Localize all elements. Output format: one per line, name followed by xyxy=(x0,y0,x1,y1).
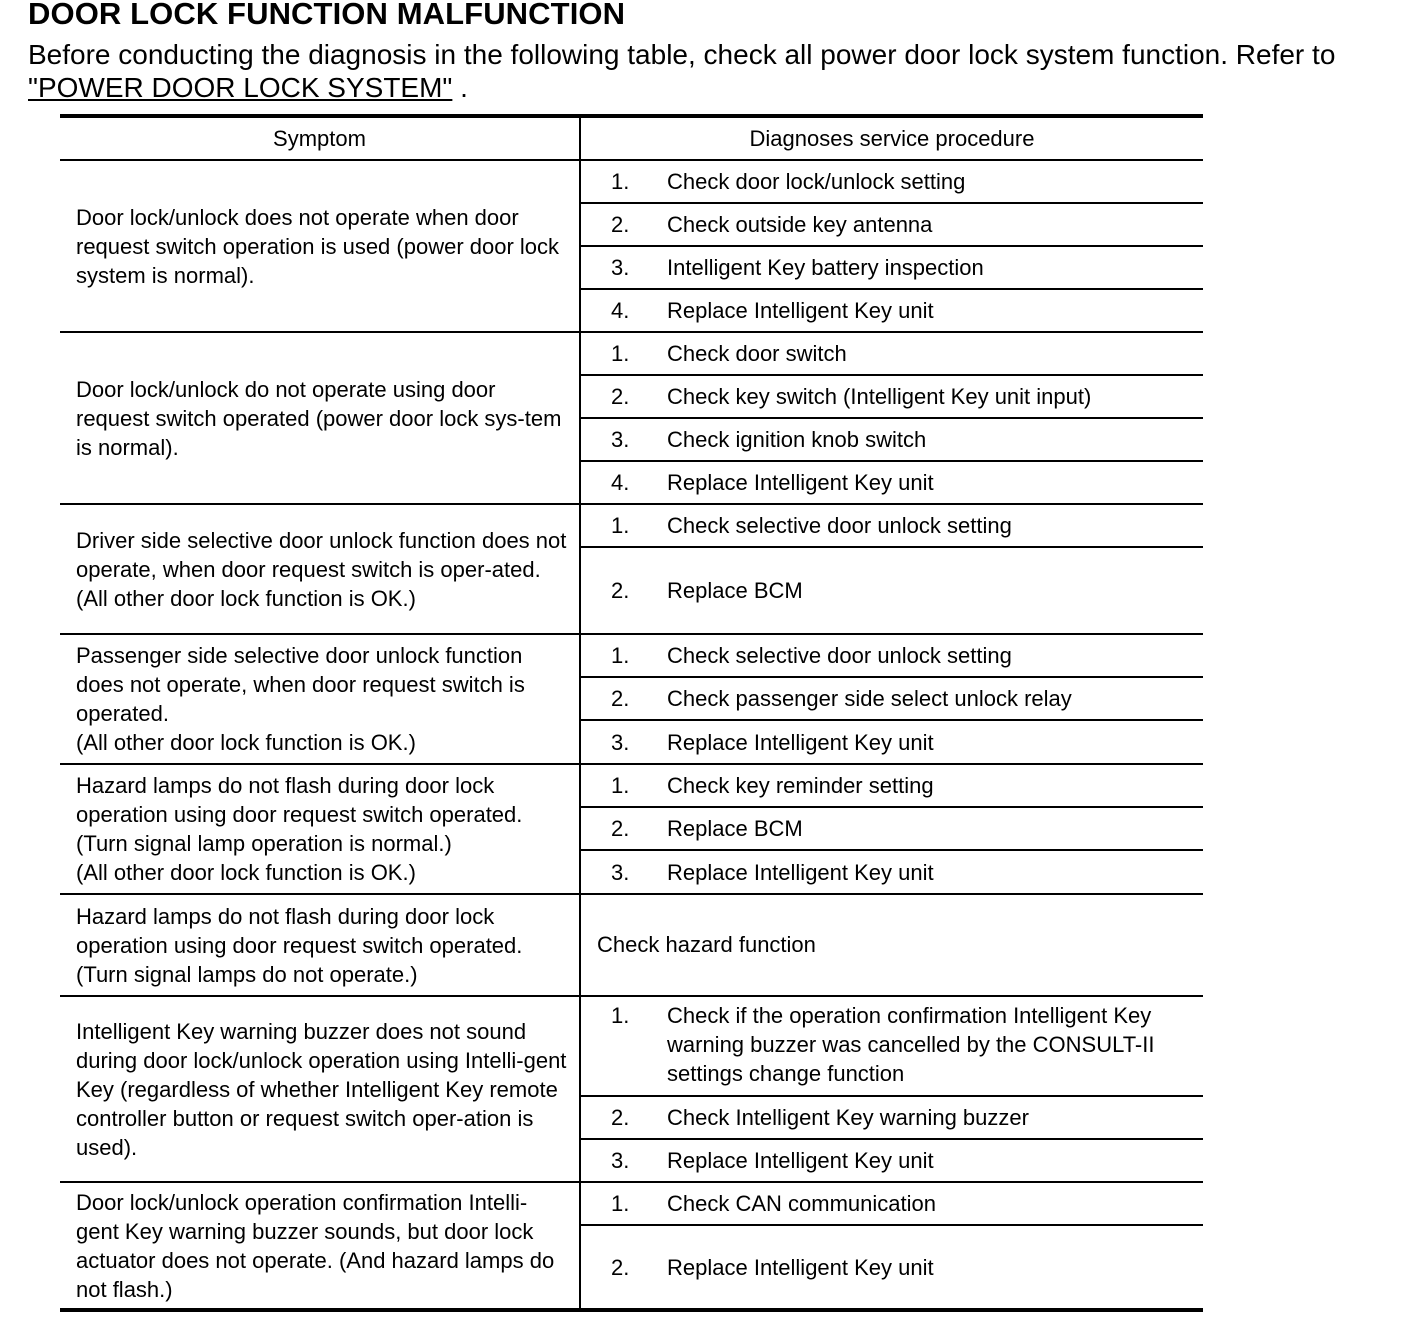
table-row xyxy=(60,996,1203,1096)
table-row xyxy=(60,634,1203,677)
step-text: Replace Intelligent Key unit xyxy=(667,1225,1203,1310)
step-text: Replace Intelligent Key unit xyxy=(667,720,1203,764)
step-number: 1. xyxy=(580,160,667,203)
symptom-cell xyxy=(60,160,580,332)
step-text: Check door lock/unlock setting xyxy=(667,160,1203,203)
step-number: 1. xyxy=(580,634,667,677)
step-number: 1. xyxy=(580,1182,667,1225)
symptom-cell xyxy=(60,894,580,996)
step-text: Check key switch (Intelligent Key unit input) xyxy=(667,375,1203,418)
symptom-note: (All other door lock function is OK.) xyxy=(76,860,416,885)
step-text: Replace Intelligent Key unit xyxy=(667,1139,1203,1182)
symptom-text: Hazard lamps do not flash during door lock operation using door request switch operated. xyxy=(76,773,523,827)
step-text: Check Intelligent Key warning buzzer xyxy=(667,1096,1203,1139)
table-header-row xyxy=(60,116,1203,160)
step-text: Check outside key antenna xyxy=(667,203,1203,246)
symptom-note: (Turn signal lamp operation is normal.) xyxy=(76,831,452,856)
step-text: Replace Intelligent Key unit xyxy=(667,289,1203,332)
intro-suffix: . xyxy=(452,72,468,103)
procedure-cell: Check hazard function xyxy=(580,894,1203,996)
step-number: 1. xyxy=(580,996,667,1096)
symptom-header: Symptom xyxy=(60,116,580,160)
table-row xyxy=(60,504,1203,547)
symptom-cell xyxy=(60,996,580,1182)
diagnosis-table xyxy=(60,114,1203,1312)
symptom-text: Door lock/unlock do not operate using door request switch operated (power door lock sys-tem is normal). xyxy=(76,376,562,460)
table-row xyxy=(60,160,1203,203)
symptom-note: (All other door lock function is OK.) xyxy=(76,730,416,755)
step-text: Check CAN communication xyxy=(667,1182,1203,1225)
table-row xyxy=(60,1182,1203,1225)
step-number: 2. xyxy=(580,1096,667,1139)
step-number: 3. xyxy=(580,418,667,461)
symptom-note: (Turn signal lamps do not operate.) xyxy=(76,961,418,987)
symptom-note: (All other door lock function is OK.) xyxy=(76,585,416,611)
symptom-text: Intelligent Key warning buzzer does not sound during door lock/unlock operation using Intelli-gent Key (regardless of whether Intelligent Key remote controller button or request switch oper-ation is used). xyxy=(76,1018,567,1160)
symptom-cell xyxy=(60,634,580,764)
step-text: Check key reminder setting xyxy=(667,764,1203,807)
step-text: Check door switch xyxy=(667,332,1203,375)
step-number: 1. xyxy=(580,504,667,547)
step-text: Check passenger side select unlock relay xyxy=(667,677,1203,720)
step-text: Replace Intelligent Key unit xyxy=(667,850,1203,894)
table-row xyxy=(60,764,1203,807)
step-number: 2. xyxy=(580,375,667,418)
step-text: Check ignition knob switch xyxy=(667,418,1203,461)
page-title: DOOR LOCK FUNCTION MALFUNCTION xyxy=(28,0,626,31)
step-text: Replace Intelligent Key unit xyxy=(667,461,1203,504)
step-number: 2. xyxy=(580,203,667,246)
symptom-text: Door lock/unlock operation confirmation Intelli-gent Key warning buzzer sounds, but door lock actuator does not operate. (And hazard lamps do not flash.) xyxy=(76,1189,555,1302)
table-row xyxy=(60,332,1203,375)
symptom-cell xyxy=(60,1182,580,1310)
step-number: 2. xyxy=(580,677,667,720)
step-text: Check selective door unlock setting xyxy=(667,504,1203,547)
step-text: Check if the operation confirmation Intelligent Key warning buzzer was cancelled by the CONSULT-II settings change function xyxy=(667,996,1203,1096)
step-number: 2. xyxy=(580,1225,667,1310)
symptom-text: Driver side selective door unlock function does not operate, when door request switch is oper-ated. xyxy=(76,527,567,582)
step-number: 3. xyxy=(580,246,667,289)
intro-paragraph xyxy=(28,38,1398,104)
symptom-text: Hazard lamps do not flash during door lock operation using door request switch operated. xyxy=(76,903,523,958)
step-text: Replace BCM xyxy=(667,547,1203,634)
symptom-text: Passenger side selective door unlock function does not operate, when door request switch is operated. xyxy=(76,643,525,726)
symptom-text: Door lock/unlock does not operate when door request switch operation is used (power door lock system is normal). xyxy=(76,204,560,288)
step-number: 2. xyxy=(580,547,667,634)
step-number: 4. xyxy=(580,461,667,504)
step-text: Intelligent Key battery inspection xyxy=(667,246,1203,289)
symptom-cell xyxy=(60,332,580,504)
step-number: 3. xyxy=(580,1139,667,1182)
power-door-lock-system-link[interactable]: "POWER DOOR LOCK SYSTEM" xyxy=(28,72,453,103)
step-number: 3. xyxy=(580,850,667,894)
step-number: 2. xyxy=(580,807,667,850)
intro-reference xyxy=(28,71,1398,104)
symptom-cell xyxy=(60,764,580,894)
table-row xyxy=(60,894,1203,996)
step-number: 3. xyxy=(580,720,667,764)
symptom-cell xyxy=(60,504,580,634)
step-number: 1. xyxy=(580,332,667,375)
intro-text: Before conducting the diagnosis in the following table, check all power door lock system function. Refer to xyxy=(28,39,1336,70)
procedure-header: Diagnoses service procedure xyxy=(580,116,1203,160)
step-text: Check selective door unlock setting xyxy=(667,634,1203,677)
step-number: 1. xyxy=(580,764,667,807)
step-text: Replace BCM xyxy=(667,807,1203,850)
step-number: 4. xyxy=(580,289,667,332)
